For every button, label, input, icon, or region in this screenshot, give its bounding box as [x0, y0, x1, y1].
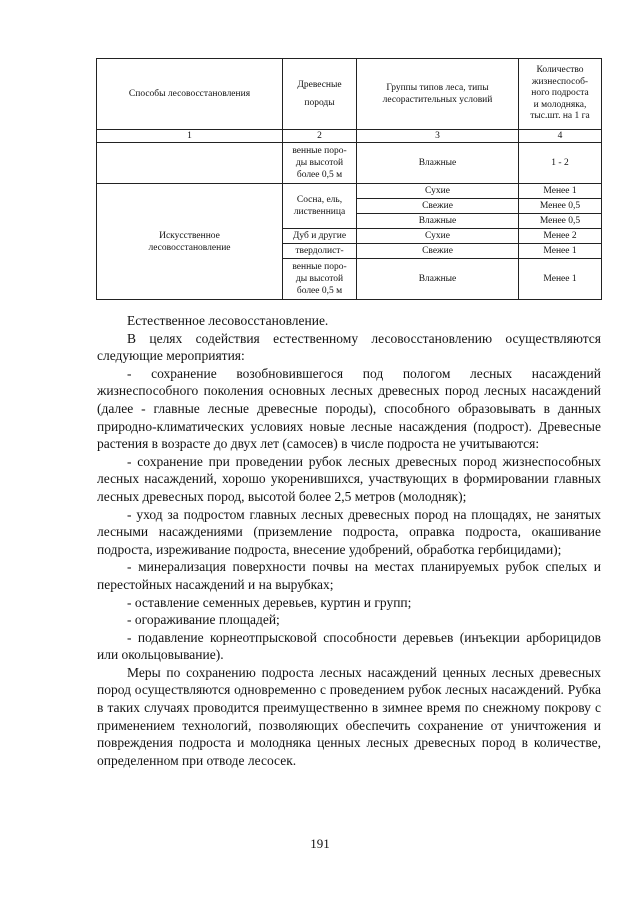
species-cell: Сосна, ель, лиственница — [283, 184, 357, 229]
quantity-cell: Менее 2 — [519, 229, 602, 244]
table-header-row — [97, 59, 602, 130]
header-forest-groups: Группы типов леса, типы лесорастительных условий — [357, 59, 519, 130]
method-cell: Искусственное лесовосстановление — [97, 184, 283, 300]
header-quantity: Количество жизнеспособ- ного подроста и молодняка, тыс.шт. на 1 га — [519, 59, 602, 130]
condition-cell: Сухие — [357, 229, 519, 244]
reforestation-table — [96, 58, 602, 300]
condition-cell: Свежие — [357, 199, 519, 214]
intro-paragraph: В целях содействия естественному лесовосстановлению осуществляются следующие мероприятия: — [97, 330, 601, 364]
list-item: - сохранение возобновившегося под пологом лесных насаждений жизнеспособного поколения основных лесных древесных пород лесных насаждений (далее - главные лесные древесные породы), способного образовывать в данных природно-климатических условиях новые лесные насаждения (подрост). Древесные растения в возрасте до двух лет (самосев) в числе подроста не учитываются: — [97, 365, 601, 452]
column-number: 3 — [357, 130, 519, 143]
quantity-cell: Менее 1 — [519, 184, 602, 199]
list-item: - минерализация поверхности почвы на местах планируемых рубок спелых и перестойных насаждений и на вырубках; — [97, 559, 601, 592]
closing-paragraph: Меры по сохранению подроста лесных насаждений ценных лесных древесных пород осуществляются одновременно с проведением рубок лесных насаждений. Рубка в таких случаях проводится преимущественно в зимнее время по снежному покрову с применением технологий, позволяющих обеспечить сохранение от уничтожения и повреждения подроста и молодняка ценных лесных древесных пород в количестве, определенном при отводе лесосек. — [97, 664, 601, 768]
condition-cell: Свежие — [357, 244, 519, 259]
quantity-cell: Менее 0,5 — [519, 214, 602, 229]
list-item: - подавление корнеотпрысковой способности деревьев (инъекции арборицидов или окольцовывание). — [97, 629, 601, 663]
body-text — [97, 312, 601, 769]
header-species: Древесные породы — [283, 59, 357, 130]
quantity-cell: Менее 1 — [519, 244, 602, 259]
list-item: - огораживание площадей; — [127, 612, 280, 628]
table-row — [97, 184, 602, 199]
condition-cell: Сухие — [357, 184, 519, 199]
list-item: - оставление семенных деревьев, куртин и групп; — [127, 594, 412, 610]
section-heading: Естественное лесовосстановление. — [127, 313, 329, 328]
column-number-row — [97, 130, 602, 143]
list-item: - сохранение при проведении рубок лесных древесных пород жизнеспособных лесных насаждений, хорошо укоренившихся, участвующих в формировании главных лесных древесных пород, высотой более 2,5 метров (молодняк); — [97, 453, 601, 504]
column-number: 1 — [97, 130, 283, 143]
quantity-cell: 1 - 2 — [519, 143, 602, 184]
column-number: 4 — [519, 130, 602, 143]
list-item: - уход за подростом главных лесных древесных пород на площадях, не занятых лесными насаждениями (приземление подроста, оправка подроста, окашивание подроста, изреживание подроста, внесение удобрений, обработка гербицидами); — [97, 506, 601, 557]
column-number: 2 — [283, 130, 357, 143]
empty-cell — [97, 143, 283, 184]
condition-cell: Влажные — [357, 143, 519, 184]
quantity-cell: Менее 0,5 — [519, 199, 602, 214]
species-cell: Дуб и другие — [283, 229, 357, 244]
header-methods: Способы лесовосстановления — [97, 59, 283, 130]
species-cell: твердолист- — [283, 244, 357, 259]
page-number: 191 — [310, 836, 330, 851]
quantity-cell: Менее 1 — [519, 259, 602, 300]
species-cell: венные поро- ды высотой более 0,5 м — [283, 259, 357, 300]
condition-cell: Влажные — [357, 259, 519, 300]
species-cell: венные поро- ды высотой более 0,5 м — [283, 143, 357, 184]
table-row — [97, 143, 602, 184]
condition-cell: Влажные — [357, 214, 519, 229]
